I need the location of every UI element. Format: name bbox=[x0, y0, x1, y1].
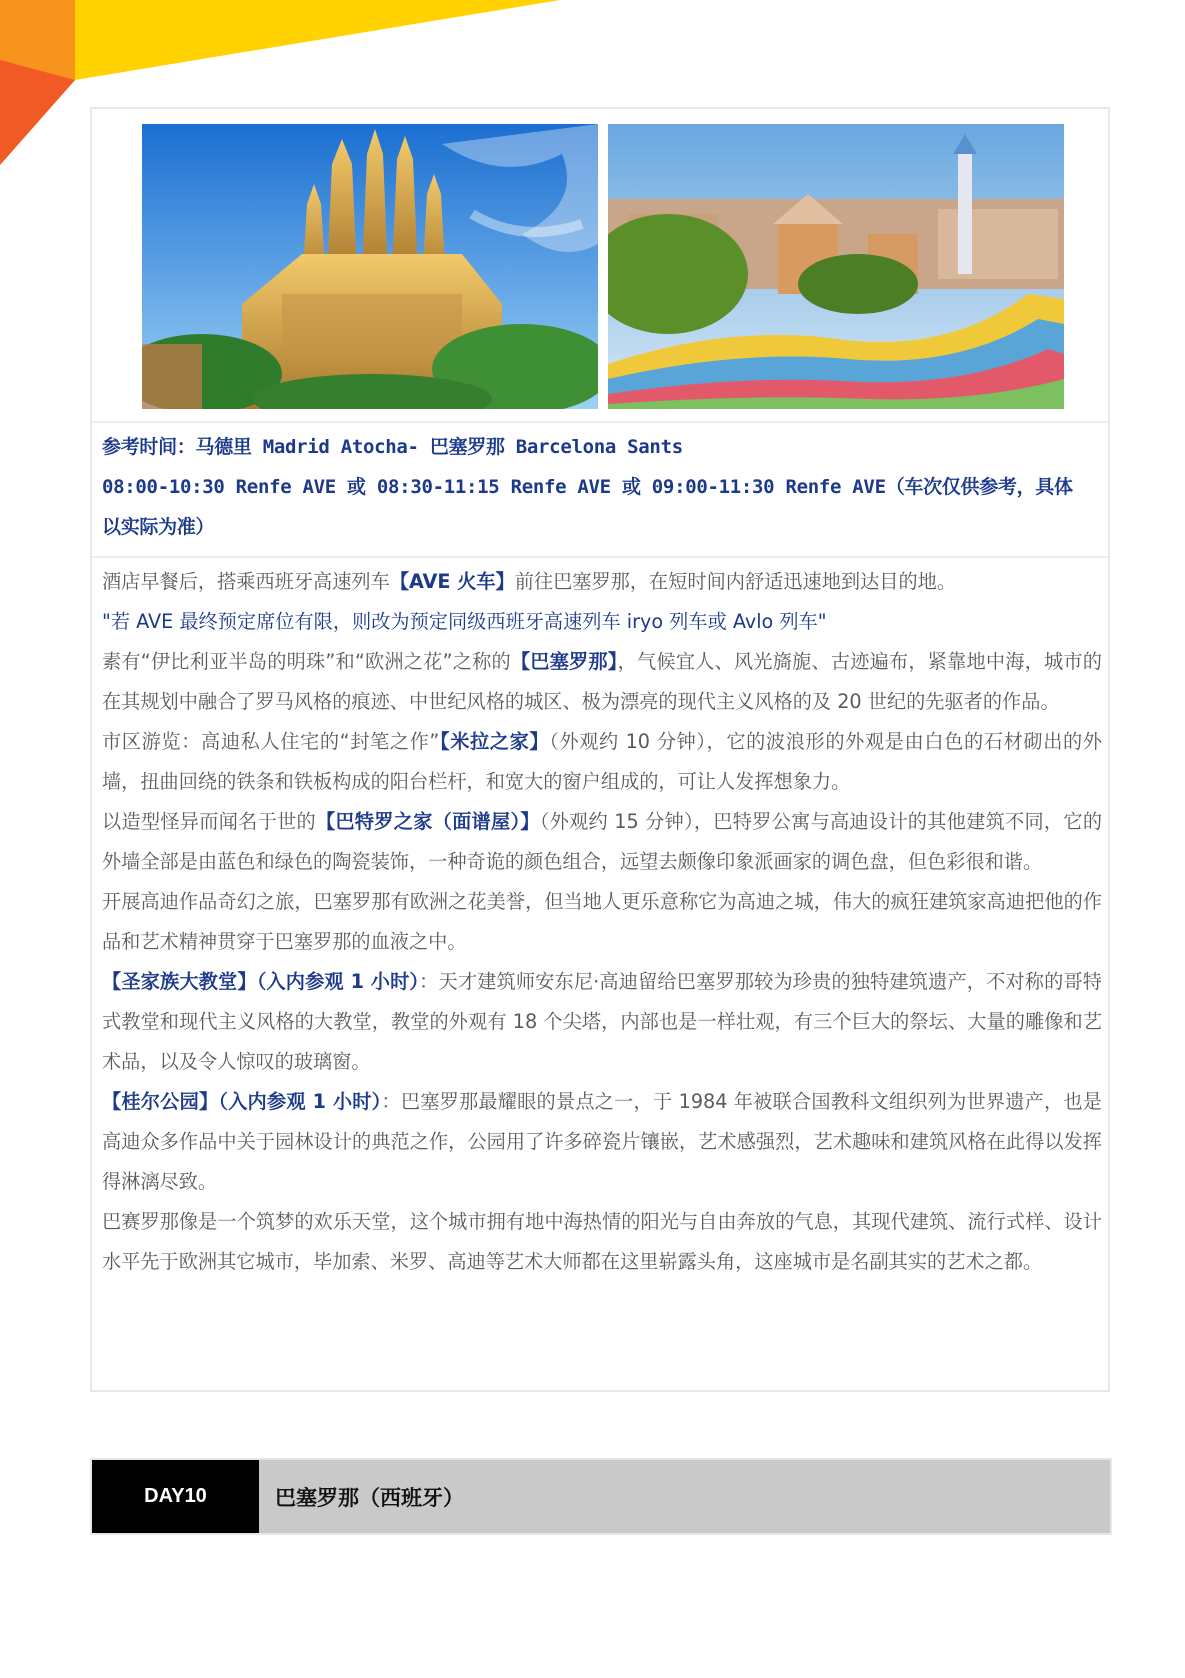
paragraph: 【桂尔公园】（入内参观 1 小时）：巴塞罗那最耀眼的景点之一，于 1984 年被联合国教科文组织列为世界遗产，也是高迪众多作品中关于园林设计的典范之作，公园用了许多碎瓷片镶嵌，艺术感强烈，艺术趣味和建筑风格在此得以发挥得淋漓尽致。 bbox=[102, 1090, 1102, 1193]
ref-line-3: 以实际为准） bbox=[102, 516, 215, 538]
itinerary-card bbox=[90, 107, 1110, 1392]
day-header bbox=[90, 1458, 1112, 1535]
day-title: 巴塞罗那（西班牙） bbox=[275, 1485, 464, 1510]
train-notice: "若 AVE 最终预定席位有限，则改为预定同级西班牙高速列车 iryo 列车或 Avlo 列车" bbox=[102, 610, 827, 633]
ref-line-1: 参考时间：马德里 Madrid Atocha- 巴塞罗那 Barcelona Sants bbox=[102, 436, 683, 458]
highlight-ave-train: 【AVE 火车】 bbox=[389, 570, 515, 593]
divider bbox=[92, 421, 1108, 423]
highlight-casa-batllo: 【巴特罗之家（面谱屋）】 bbox=[315, 810, 540, 833]
day-label: DAY10 bbox=[92, 1460, 259, 1533]
park-photo bbox=[608, 124, 1064, 409]
itinerary-text bbox=[102, 562, 1102, 1282]
paragraph: 素有“伊比利亚半岛的明珠”和“欧洲之花”之称的【巴塞罗那】，气候宜人、风光旖旎、古迹遍布，紧靠地中海，城市的在其规划中融合了罗马风格的痕迹、中世纪风格的城区、极为漂亮的现代主义风格的及 20 世纪的先驱者的作品。 bbox=[102, 650, 1102, 713]
highlight-park-guell: 【桂尔公园】（入内参观 1 小时） bbox=[102, 1090, 382, 1113]
paragraph: 巴赛罗那像是一个筑梦的欢乐天堂，这个城市拥有地中海热情的阳光与自由奔放的气息，其现代建筑、流行式样、设计水平先于欧洲其它城市，毕加索、米罗、高迪等艺术大师都在这里崭露头角，这座城市是名副其实的艺术之都。 bbox=[102, 1210, 1102, 1273]
paragraph: 开展高迪作品奇幻之旅，巴塞罗那有欧洲之花美誉，但当地人更乐意称它为高迪之城，伟大的疯狂建筑家高迪把他的作品和艺术精神贯穿于巴塞罗那的血液之中。 bbox=[102, 890, 1102, 953]
cathedral-photo bbox=[142, 124, 598, 409]
ref-line-2: 08:00-10:30 Renfe AVE 或 08:30-11:15 Renfe AVE 或 09:00-11:30 Renfe AVE（车次仅供参考，具体 bbox=[102, 476, 1073, 498]
paragraph: 以造型怪异而闻名于世的【巴特罗之家（面谱屋）】（外观约 15 分钟），巴特罗公寓与高迪设计的其他建筑不同，它的外墙全部是由蓝色和绿色的陶瓷装饰，一种奇诡的颜色组合，远望去颇像印象派画家的调色盘，但色彩很和谐。 bbox=[102, 810, 1103, 873]
highlight-barcelona: 【巴塞罗那】 bbox=[510, 650, 618, 673]
paragraph: 【圣家族大教堂】（入内参观 1 小时）：天才建筑师安东尼·高迪留给巴塞罗那较为珍贵的独特建筑遗产，不对称的哥特式教堂和现代主义风格的大教堂，教堂的外观有 18 个尖塔，内部也是一样壮观，有三个巨大的祭坛、大量的雕像和艺术品，以及令人惊叹的玻璃窗。 bbox=[102, 970, 1102, 1073]
divider bbox=[92, 556, 1108, 558]
highlight-sagrada-familia: 【圣家族大教堂】（入内参观 1 小时） bbox=[102, 970, 420, 993]
paragraph: 市区游览：高迪私人住宅的“封笔之作”【米拉之家】（外观约 10 分钟），它的波浪形的外观是由白色的石材砌出的外墙，扭曲回绕的铁条和铁板构成的阳台栏杆，和宽大的窗户组成的，可让人发挥想象力。 bbox=[102, 730, 1102, 793]
reference-schedule bbox=[102, 427, 1102, 547]
paragraph: 酒店早餐后，搭乘西班牙高速列车【AVE 火车】前往巴塞罗那，在短时间内舒适迅速地到达目的地。 bbox=[102, 570, 957, 593]
highlight-casa-mila: 【米拉之家】 bbox=[439, 730, 550, 753]
photo-row bbox=[142, 124, 1062, 409]
